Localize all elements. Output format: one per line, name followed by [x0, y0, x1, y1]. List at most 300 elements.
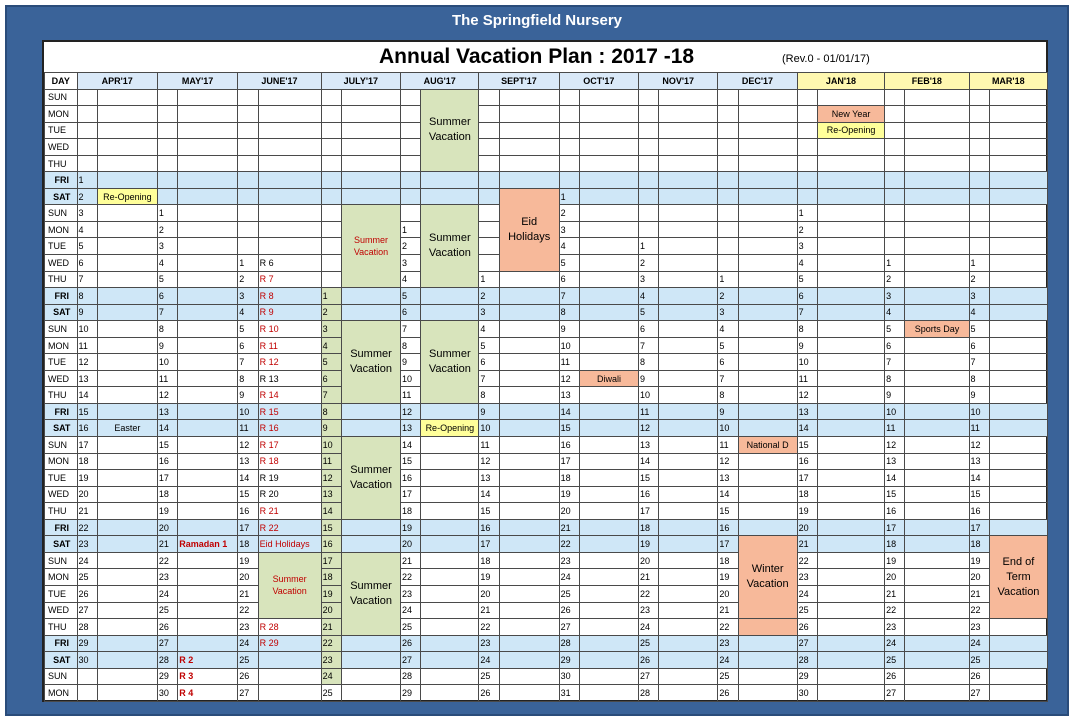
date-cell — [77, 685, 97, 702]
note-cell — [97, 552, 157, 569]
note-cell — [97, 271, 157, 288]
note-cell — [499, 172, 559, 189]
event-jul-summer-1: Summer Vacation — [342, 205, 401, 288]
date-cell — [885, 221, 905, 238]
date-cell: 25 — [969, 652, 989, 669]
date-cell: 16 — [885, 503, 905, 520]
date-cell: 21 — [238, 585, 258, 602]
note-cell — [580, 453, 639, 470]
note-cell — [738, 503, 797, 520]
date-cell: 30 — [157, 685, 177, 702]
date-cell — [238, 122, 258, 139]
note-cell — [905, 172, 969, 189]
date-cell — [479, 106, 499, 123]
date-cell: 30 — [77, 652, 97, 669]
calendar-grid — [44, 72, 1048, 702]
date-cell: 12 — [321, 470, 341, 487]
date-cell: 19 — [559, 486, 579, 503]
date-cell: 18 — [77, 453, 97, 470]
date-cell: 5 — [479, 337, 499, 354]
note-cell — [580, 387, 639, 404]
date-cell: 7 — [401, 321, 421, 338]
note-cell — [738, 519, 797, 536]
date-cell: 9 — [77, 304, 97, 321]
date-cell: 5 — [238, 321, 258, 338]
date-cell: 17 — [77, 437, 97, 454]
date-cell: 23 — [321, 652, 341, 669]
note-cell — [97, 569, 157, 586]
note-cell — [905, 536, 969, 553]
date-cell — [718, 205, 738, 222]
note-cell — [97, 602, 157, 619]
note-cell — [499, 486, 559, 503]
date-cell: 5 — [77, 238, 97, 255]
note-cell — [258, 238, 321, 255]
date-cell — [639, 188, 659, 205]
note-cell — [905, 387, 969, 404]
note-cell — [342, 172, 401, 189]
note-cell — [818, 205, 885, 222]
note-cell — [818, 685, 885, 702]
note-cell — [421, 585, 479, 602]
note-cell — [989, 337, 1047, 354]
note-cell — [258, 122, 321, 139]
note-cell — [818, 321, 885, 338]
note-cell — [580, 354, 639, 371]
note-cell — [421, 652, 479, 669]
date-cell: 22 — [718, 619, 738, 636]
note-cell — [421, 403, 479, 420]
date-cell — [885, 205, 905, 222]
note-cell — [342, 420, 401, 437]
note-cell — [97, 139, 157, 156]
note-cell — [580, 668, 639, 685]
date-cell: 13 — [718, 470, 738, 487]
date-cell: 14 — [321, 503, 341, 520]
day-name: FRI — [45, 172, 78, 189]
date-cell: 23 — [797, 569, 817, 586]
note-cell — [659, 370, 718, 387]
event-dec-winter: Winter Vacation — [738, 536, 797, 619]
note-cell — [738, 370, 797, 387]
date-cell: 18 — [885, 536, 905, 553]
date-cell — [885, 89, 905, 106]
date-cell: 24 — [639, 619, 659, 636]
note-cell: R 13 — [258, 370, 321, 387]
date-cell: 30 — [559, 668, 579, 685]
date-cell: 26 — [969, 668, 989, 685]
note-cell — [738, 652, 797, 669]
date-cell: 25 — [718, 668, 738, 685]
note-cell — [989, 403, 1047, 420]
date-cell — [969, 122, 989, 139]
date-cell: 26 — [639, 652, 659, 669]
note-cell — [499, 139, 559, 156]
day-name: SAT — [45, 304, 78, 321]
note-cell — [905, 602, 969, 619]
date-cell: 1 — [157, 205, 177, 222]
note-cell — [905, 453, 969, 470]
date-cell: 9 — [479, 403, 499, 420]
date-cell: 7 — [718, 370, 738, 387]
note-cell: R 19 — [258, 470, 321, 487]
note-cell — [499, 652, 559, 669]
date-cell: 18 — [718, 552, 738, 569]
date-cell: 4 — [718, 321, 738, 338]
date-cell: 8 — [718, 387, 738, 404]
date-cell: 5 — [559, 255, 579, 272]
note-cell — [738, 321, 797, 338]
date-cell: 10 — [885, 403, 905, 420]
date-cell — [321, 188, 341, 205]
date-cell — [797, 139, 817, 156]
note-cell — [580, 271, 639, 288]
date-cell — [885, 122, 905, 139]
date-cell — [559, 106, 579, 123]
calendar-row — [45, 155, 1048, 172]
calendar-row — [45, 387, 1048, 404]
date-cell: 25 — [77, 569, 97, 586]
date-cell: 20 — [479, 585, 499, 602]
note-cell — [342, 304, 401, 321]
date-cell: 13 — [479, 470, 499, 487]
date-cell: 12 — [238, 437, 258, 454]
note-cell — [738, 635, 797, 652]
day-name: MON — [45, 106, 78, 123]
date-cell: 2 — [639, 255, 659, 272]
date-cell: 22 — [639, 585, 659, 602]
date-cell: 1 — [321, 288, 341, 305]
note-cell — [989, 188, 1047, 205]
date-cell — [969, 221, 989, 238]
date-cell: 23 — [718, 635, 738, 652]
date-cell: 8 — [559, 304, 579, 321]
date-cell: 20 — [885, 569, 905, 586]
date-cell: 22 — [401, 569, 421, 586]
calendar-row — [45, 122, 1048, 139]
note-cell — [905, 106, 969, 123]
date-cell — [479, 89, 499, 106]
note-cell — [989, 453, 1047, 470]
date-cell — [479, 221, 499, 238]
date-cell: 8 — [157, 321, 177, 338]
month-header-nov: NOV'17 — [639, 73, 718, 90]
date-cell: 2 — [718, 288, 738, 305]
date-cell — [321, 122, 341, 139]
day-name: WED — [45, 486, 78, 503]
note-cell — [989, 370, 1047, 387]
note-cell — [905, 470, 969, 487]
note-cell — [738, 668, 797, 685]
date-cell: 18 — [969, 536, 989, 553]
date-cell: 9 — [157, 337, 177, 354]
event-may-ramadan: Ramadan 1 — [178, 536, 238, 553]
date-cell: 16 — [797, 453, 817, 470]
note-cell — [818, 188, 885, 205]
month-header-may: MAY'17 — [157, 73, 237, 90]
note-cell — [659, 470, 718, 487]
calendar-row — [45, 486, 1048, 503]
note-cell — [580, 503, 639, 520]
date-cell: 4 — [559, 238, 579, 255]
note-cell — [178, 337, 238, 354]
note-cell — [97, 585, 157, 602]
date-cell: 22 — [157, 552, 177, 569]
note-cell — [258, 89, 321, 106]
note-cell — [580, 89, 639, 106]
date-cell: 21 — [797, 536, 817, 553]
date-cell: 8 — [639, 354, 659, 371]
date-cell — [321, 221, 341, 238]
note-cell — [499, 403, 559, 420]
note-cell: R 10 — [258, 321, 321, 338]
date-cell — [157, 89, 177, 106]
date-cell: 16 — [321, 536, 341, 553]
date-cell: 25 — [157, 602, 177, 619]
note-cell — [178, 470, 238, 487]
date-cell: 10 — [639, 387, 659, 404]
note-cell — [178, 403, 238, 420]
date-cell — [718, 255, 738, 272]
note-cell — [499, 155, 559, 172]
note-cell — [818, 437, 885, 454]
date-cell: 5 — [639, 304, 659, 321]
note-cell — [258, 668, 321, 685]
date-cell: 26 — [559, 602, 579, 619]
note-cell — [738, 337, 797, 354]
date-cell: 2 — [401, 238, 421, 255]
note-cell — [258, 652, 321, 669]
date-cell: 24 — [77, 552, 97, 569]
note-cell — [738, 486, 797, 503]
date-cell — [969, 155, 989, 172]
note-cell — [178, 437, 238, 454]
date-cell: 8 — [77, 288, 97, 305]
note-cell — [178, 619, 238, 636]
note-cell: R 29 — [258, 635, 321, 652]
date-cell: 17 — [238, 519, 258, 536]
date-cell: 24 — [401, 602, 421, 619]
date-cell: 3 — [639, 271, 659, 288]
date-cell: 3 — [885, 288, 905, 305]
date-cell: 7 — [639, 337, 659, 354]
date-cell — [718, 172, 738, 189]
note-cell: R 16 — [258, 420, 321, 437]
day-name: SUN — [45, 552, 78, 569]
note-cell — [97, 387, 157, 404]
date-cell — [639, 122, 659, 139]
date-cell: 17 — [479, 536, 499, 553]
date-cell: 29 — [401, 685, 421, 702]
note-cell — [499, 304, 559, 321]
date-cell: 12 — [559, 370, 579, 387]
date-cell: 3 — [321, 321, 341, 338]
date-cell: 11 — [157, 370, 177, 387]
date-cell: 16 — [718, 519, 738, 536]
date-cell: 20 — [718, 585, 738, 602]
date-cell: 4 — [321, 337, 341, 354]
note-cell — [818, 155, 885, 172]
note-cell: R 22 — [258, 519, 321, 536]
calendar-row — [45, 437, 1048, 454]
date-cell — [718, 221, 738, 238]
note-cell — [659, 585, 718, 602]
date-cell: 6 — [401, 304, 421, 321]
note-cell — [499, 668, 559, 685]
date-cell: 9 — [639, 370, 659, 387]
date-cell: 16 — [969, 503, 989, 520]
date-cell: 10 — [401, 370, 421, 387]
date-cell: 9 — [559, 321, 579, 338]
calendar-row — [45, 106, 1048, 123]
note-cell — [738, 387, 797, 404]
date-cell: 17 — [969, 519, 989, 536]
note-cell — [989, 619, 1047, 636]
note-cell — [499, 536, 559, 553]
note-cell — [580, 122, 639, 139]
note-cell — [97, 255, 157, 272]
note-cell — [342, 106, 401, 123]
note-cell — [421, 619, 479, 636]
note-cell — [97, 221, 157, 238]
date-cell: 8 — [479, 387, 499, 404]
date-cell: 23 — [559, 552, 579, 569]
note-cell — [421, 602, 479, 619]
note-cell: R 3 — [178, 668, 238, 685]
note-cell — [499, 619, 559, 636]
day-name: TUE — [45, 238, 78, 255]
date-cell: 5 — [321, 354, 341, 371]
date-cell: 24 — [885, 635, 905, 652]
date-cell: 9 — [885, 387, 905, 404]
date-cell: 15 — [885, 486, 905, 503]
date-cell: 18 — [639, 519, 659, 536]
date-cell: 10 — [718, 420, 738, 437]
note-cell — [499, 470, 559, 487]
day-name: FRI — [45, 403, 78, 420]
note-cell — [580, 420, 639, 437]
note-cell — [659, 172, 718, 189]
note-cell — [738, 453, 797, 470]
note-cell — [818, 552, 885, 569]
calendar-row — [45, 403, 1048, 420]
date-cell: 27 — [885, 685, 905, 702]
date-cell: 19 — [797, 503, 817, 520]
note-cell — [905, 238, 969, 255]
note-cell — [818, 221, 885, 238]
date-cell — [718, 106, 738, 123]
calendar-row — [45, 271, 1048, 288]
note-cell — [905, 89, 969, 106]
date-cell: 7 — [559, 288, 579, 305]
note-cell — [342, 403, 401, 420]
date-cell: 28 — [77, 619, 97, 636]
note-cell — [659, 106, 718, 123]
date-cell — [559, 122, 579, 139]
note-cell — [421, 635, 479, 652]
date-cell — [157, 188, 177, 205]
day-name: WED — [45, 370, 78, 387]
note-cell — [905, 503, 969, 520]
calendar-row — [45, 668, 1048, 685]
date-cell: 15 — [718, 503, 738, 520]
date-cell — [77, 155, 97, 172]
note-cell — [421, 288, 479, 305]
note-cell — [989, 139, 1047, 156]
date-cell — [401, 106, 421, 123]
date-cell: 12 — [885, 437, 905, 454]
note-cell — [421, 685, 479, 702]
note-cell — [580, 304, 639, 321]
revision-note: (Rev.0 - 01/01/17) — [782, 53, 870, 65]
date-cell: 21 — [969, 585, 989, 602]
date-cell: 24 — [157, 585, 177, 602]
date-cell — [321, 271, 341, 288]
date-cell: 13 — [797, 403, 817, 420]
note-cell — [989, 155, 1047, 172]
date-cell: 17 — [718, 536, 738, 553]
date-cell: 9 — [321, 420, 341, 437]
event-jan-reopening: Re-Opening — [818, 122, 885, 139]
date-cell: 20 — [401, 536, 421, 553]
date-cell: 22 — [238, 602, 258, 619]
note-cell — [580, 437, 639, 454]
date-cell — [969, 238, 989, 255]
date-cell: 19 — [969, 552, 989, 569]
note-cell — [738, 685, 797, 702]
event-dec-winter-tail — [738, 619, 797, 636]
date-cell — [797, 155, 817, 172]
date-cell: 10 — [559, 337, 579, 354]
note-cell: R 4 — [178, 685, 238, 702]
note-cell — [499, 569, 559, 586]
month-header-mar: MAR'18 — [969, 73, 1047, 90]
day-name: TUE — [45, 585, 78, 602]
date-cell: 22 — [479, 619, 499, 636]
date-cell — [479, 155, 499, 172]
date-cell: 7 — [238, 354, 258, 371]
day-name: MON — [45, 221, 78, 238]
note-cell — [659, 188, 718, 205]
note-cell — [258, 172, 321, 189]
date-cell: 25 — [401, 619, 421, 636]
note-cell — [580, 106, 639, 123]
date-cell — [321, 205, 341, 222]
date-cell — [559, 89, 579, 106]
date-cell: 27 — [401, 652, 421, 669]
date-cell: 11 — [321, 453, 341, 470]
note-cell — [738, 172, 797, 189]
date-cell: 29 — [797, 668, 817, 685]
banner-title: The Springfield Nursery — [451, 12, 623, 29]
date-cell: 4 — [969, 304, 989, 321]
date-cell: 7 — [797, 304, 817, 321]
note-cell — [989, 288, 1047, 305]
note-cell — [818, 255, 885, 272]
date-cell: 15 — [969, 486, 989, 503]
date-cell: 26 — [77, 585, 97, 602]
date-cell — [77, 668, 97, 685]
day-name: SUN — [45, 668, 78, 685]
date-cell — [401, 205, 421, 222]
calendar-row — [45, 652, 1048, 669]
event-jul-summer-4: Summer Vacation — [342, 552, 401, 635]
date-cell: 20 — [639, 552, 659, 569]
note-cell — [905, 552, 969, 569]
date-cell — [77, 122, 97, 139]
note-cell — [738, 188, 797, 205]
date-cell: 11 — [559, 354, 579, 371]
